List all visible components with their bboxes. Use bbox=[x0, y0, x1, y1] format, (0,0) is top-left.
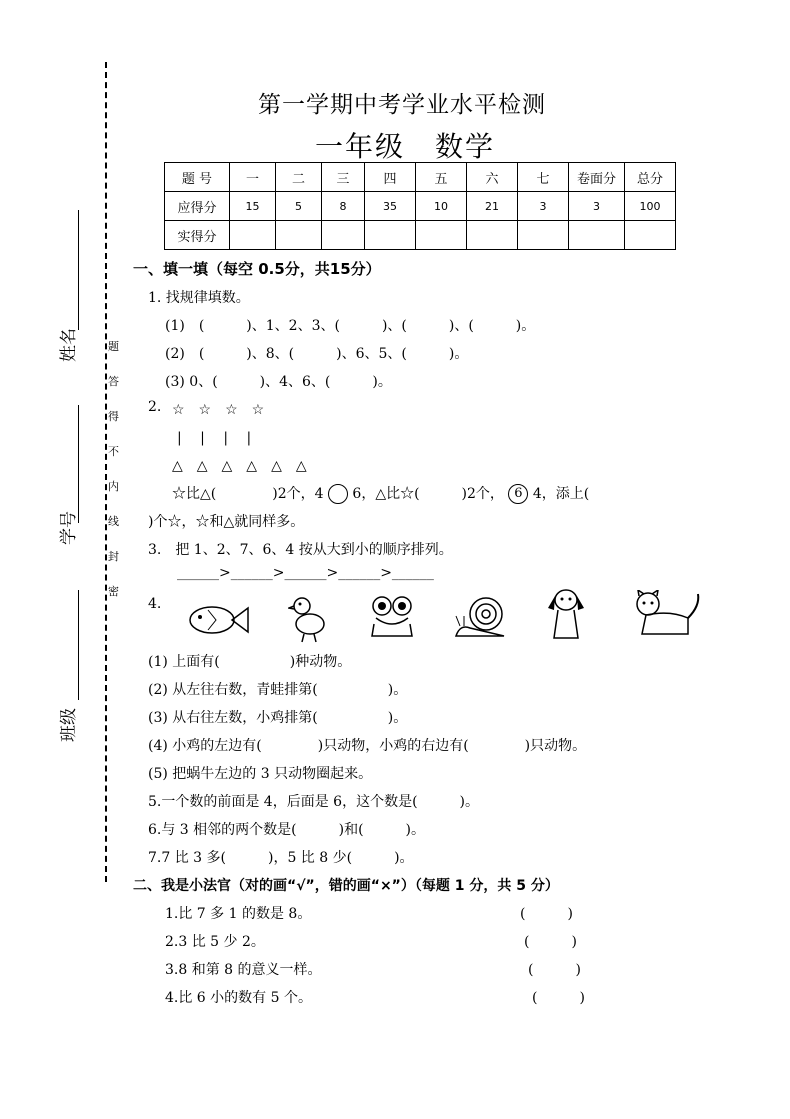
column-header: 三 bbox=[322, 163, 365, 192]
judge-box-2[interactable]: ( ) bbox=[524, 934, 577, 950]
column-header: 一 bbox=[230, 163, 276, 192]
binding-dash-line bbox=[105, 62, 107, 882]
column-header: 六 bbox=[467, 163, 518, 192]
q4-line-4: (4) 小鸡的左边有( )只动物，小鸡的右边有( )只动物。 bbox=[148, 738, 587, 754]
table-row bbox=[165, 163, 676, 192]
score-input-cell[interactable] bbox=[416, 221, 467, 250]
q3-chain: ______>______>______>______>______ bbox=[177, 565, 434, 581]
column-header: 七 bbox=[518, 163, 569, 192]
seal-char: 封 bbox=[108, 550, 119, 563]
q3-text: 3. 把 1、2、7、6、4 按从大到小的顺序排列。 bbox=[148, 542, 453, 558]
column-header: 总分 bbox=[625, 163, 676, 192]
q2-triangles: △ △ △ △ △ △ bbox=[172, 458, 307, 474]
chick-icon bbox=[288, 594, 328, 644]
q1-line-1: (1) ( )、1、2、3、( )、( )、( )。 bbox=[165, 318, 536, 334]
judge-item-1: 1.比 7 多 1 的数是 8。 bbox=[165, 906, 312, 922]
judge-box-3[interactable]: ( ) bbox=[528, 962, 581, 978]
snail-icon bbox=[452, 594, 508, 642]
column-header: 卷面分 bbox=[569, 163, 625, 192]
table-cell: 10 bbox=[416, 192, 467, 221]
table-cell: 3 bbox=[569, 192, 625, 221]
q2-text-a: ☆比△( )2个，4 bbox=[172, 486, 324, 502]
q2-text-d: )个☆，☆和△就同样多。 bbox=[148, 514, 305, 530]
id-underline bbox=[78, 405, 79, 523]
q1-line-2: (2) ( )、8、( )、6、5、( )。 bbox=[165, 346, 469, 362]
row-label: 实得分 bbox=[165, 221, 230, 250]
q2-num: 2. bbox=[148, 399, 162, 415]
q4-line-5: (5) 把蜗牛左边的 3 只动物圈起来。 bbox=[148, 766, 373, 782]
id-label: 学号 bbox=[59, 511, 79, 545]
q6-text: 6.与 3 相邻的两个数是( )和( )。 bbox=[148, 822, 426, 838]
seal-char: 题 bbox=[108, 340, 119, 353]
name-label: 姓名 bbox=[59, 328, 79, 362]
score-input-cell[interactable] bbox=[569, 221, 625, 250]
score-input-cell[interactable] bbox=[518, 221, 569, 250]
seal-char: 内 bbox=[108, 480, 119, 493]
score-input-cell[interactable] bbox=[467, 221, 518, 250]
table-cell: 8 bbox=[322, 192, 365, 221]
score-input-cell[interactable] bbox=[276, 221, 322, 250]
cat-icon bbox=[632, 590, 702, 640]
table-cell: 5 bbox=[276, 192, 322, 221]
table-row bbox=[165, 221, 676, 250]
q1-line-3: (3) 0、( )、4、6、( )。 bbox=[165, 374, 392, 390]
seal-char: 密 bbox=[108, 585, 119, 598]
q7-text: 7.7 比 3 多( )，5 比 8 少( )。 bbox=[148, 850, 414, 866]
dog-icon bbox=[544, 586, 588, 642]
judge-item-4: 4.比 6 小的数有 5 个。 bbox=[165, 990, 312, 1006]
seal-char: 答 bbox=[108, 375, 119, 388]
q4-num: 4. bbox=[148, 596, 162, 612]
column-header: 五 bbox=[416, 163, 467, 192]
row-label: 应得分 bbox=[165, 192, 230, 221]
q2-text-c: 4，添上( bbox=[532, 486, 590, 502]
score-input-cell[interactable] bbox=[365, 221, 416, 250]
q4-line-1: (1) 上面有( )种动物。 bbox=[148, 654, 352, 670]
q4-line-3: (3) 从右往左数，小鸡排第( )。 bbox=[148, 710, 408, 726]
q2-text-b: 6，△比☆( )2个， bbox=[352, 486, 504, 502]
judge-item-2: 2.3 比 5 少 2。 bbox=[165, 934, 265, 950]
section1-heading: 一、填一填（每空 0.5分，共15分） bbox=[133, 260, 381, 278]
row-label: 题 号 bbox=[165, 163, 230, 192]
judge-box-1[interactable]: ( ) bbox=[520, 906, 573, 922]
q5-text: 5.一个数的前面是 4，后面是 6，这个数是( )。 bbox=[148, 794, 479, 810]
q2-compare-line bbox=[172, 483, 589, 504]
table-cell: 3 bbox=[518, 192, 569, 221]
judge-box-4[interactable]: ( ) bbox=[532, 990, 585, 1006]
score-input-cell[interactable] bbox=[322, 221, 365, 250]
class-label: 班级 bbox=[59, 708, 79, 742]
score-input-cell[interactable] bbox=[625, 221, 676, 250]
number-circle: 6 bbox=[508, 484, 528, 504]
score-table bbox=[164, 162, 676, 250]
page-subtitle: 一年级 数学 bbox=[315, 130, 496, 163]
table-row bbox=[165, 192, 676, 221]
judge-item-3: 3.8 和第 8 的意义一样。 bbox=[165, 962, 322, 978]
table-cell: 100 bbox=[625, 192, 676, 221]
column-header: 二 bbox=[276, 163, 322, 192]
page-title: 第一学期中考学业水平检测 bbox=[258, 92, 546, 118]
q2-bars: | | | | bbox=[177, 430, 252, 446]
blank-circle[interactable] bbox=[328, 484, 348, 504]
table-cell: 21 bbox=[467, 192, 518, 221]
score-input-cell[interactable] bbox=[230, 221, 276, 250]
name-underline bbox=[78, 210, 79, 330]
table-cell: 35 bbox=[365, 192, 416, 221]
fish-icon bbox=[188, 600, 250, 640]
seal-char: 得 bbox=[108, 410, 119, 423]
q4-line-2: (2) 从左往右数，青蛙排第( )。 bbox=[148, 682, 408, 698]
column-header: 四 bbox=[365, 163, 416, 192]
frog-icon bbox=[368, 594, 416, 640]
seal-char: 不 bbox=[108, 445, 119, 458]
table-cell: 15 bbox=[230, 192, 276, 221]
class-underline bbox=[78, 590, 79, 700]
section2-heading: 二、我是小法官（对的画“√”，错的画“×”）（每题 1 分，共 5 分） bbox=[133, 878, 559, 894]
seal-char: 线 bbox=[108, 515, 119, 528]
q2-stars: ☆ ☆ ☆ ☆ bbox=[172, 402, 265, 418]
q1-text: 1. 找规律填数。 bbox=[148, 290, 250, 306]
